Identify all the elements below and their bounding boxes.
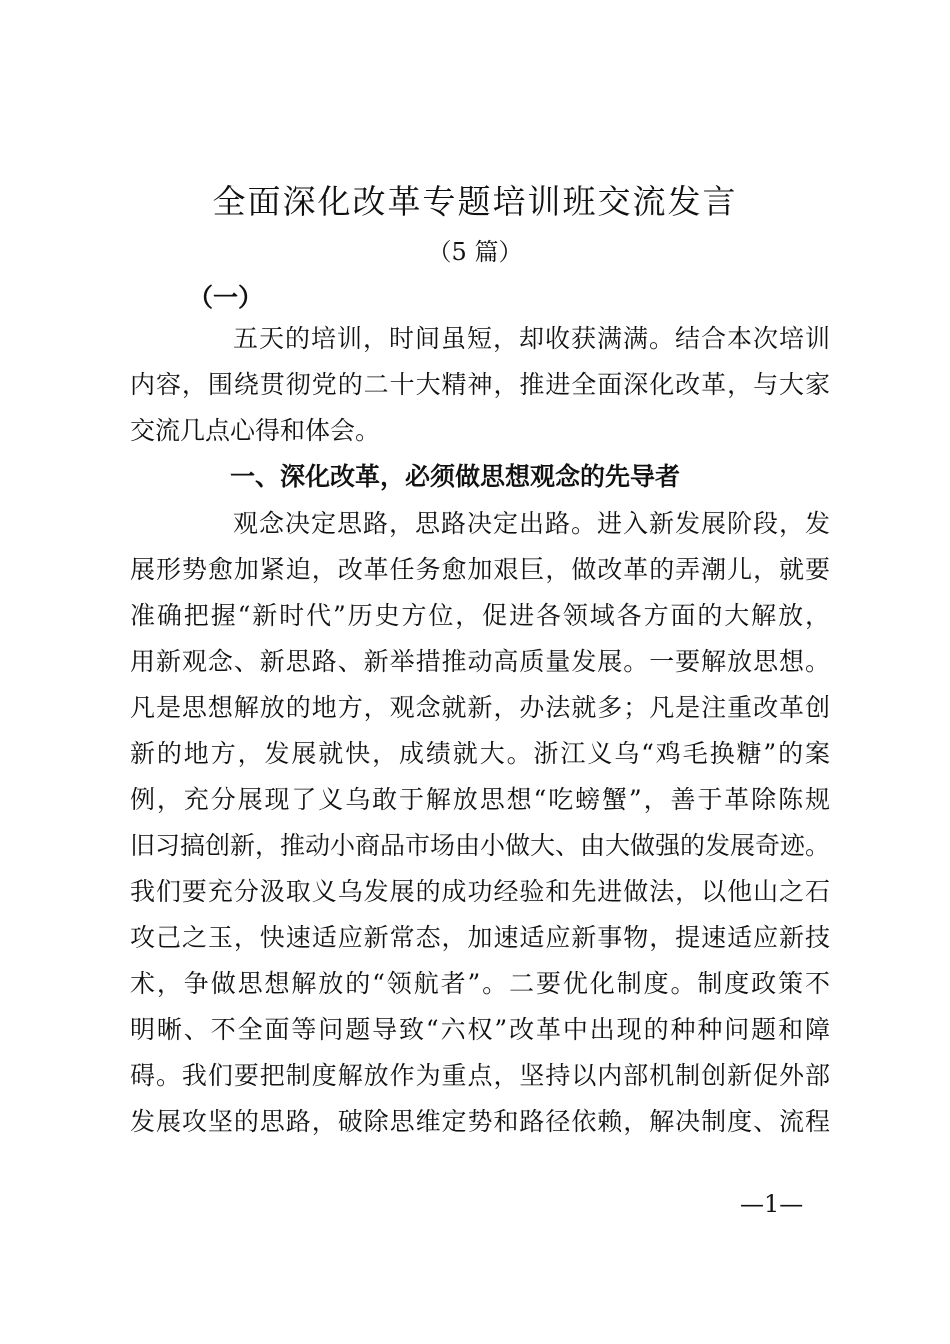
text-line: 五天的培训，时间虽短，却收获满满。结合本次培训 — [233, 324, 830, 353]
text-line: 旧习搞创新，推动小商品市场由小做大、由大做强的发展奇迹。 — [130, 831, 831, 860]
text-line: 展形势愈加紧迫，改革任务愈加艰巨，做改革的弄潮儿，就要 — [130, 555, 830, 584]
text-line: 观念决定思路，思路决定出路。进入新发展阶段，发 — [233, 509, 830, 538]
section-heading: 一、深化改革，必须做思想观念的先导者 — [230, 462, 681, 491]
text-line: 碍。我们要把制度解放作为重点，坚持以内部机制创新促外部 — [130, 1061, 830, 1090]
text-line: 凡是思想解放的地方，观念就新，办法就多；凡是注重改革创 — [130, 693, 830, 722]
page-number: —1— — [740, 1190, 804, 1218]
document-subtitle: （5 篇） — [427, 238, 523, 266]
document-title: 全面深化改革专题培训班交流发言 — [212, 182, 738, 221]
text-line: 发展攻坚的思路，破除思维定势和路径依赖，解决制度、流程 — [130, 1107, 830, 1136]
text-line: 交流几点心得和体会。 — [130, 416, 381, 445]
body-paragraph — [130, 501, 830, 1145]
intro-paragraph — [130, 316, 830, 500]
text-line: 攻己之玉，快速适应新常态，加速适应新事物，提速适应新技 — [130, 923, 830, 952]
text-line: 内容，围绕贯彻党的二十大精神，推进全面深化改革，与大家 — [130, 370, 830, 399]
text-line: 用新观念、新思路、新举措推动高质量发展。一要解放思想。 — [130, 647, 830, 676]
text-line: 术，争做思想解放的“领航者”。二要优化制度。制度政策不 — [130, 969, 830, 998]
text-line: 我们要充分汲取义乌发展的成功经验和先进做法，以他山之石 — [130, 877, 830, 906]
text-line: 准确把握“新时代”历史方位，促进各领域各方面的大解放， — [130, 601, 830, 630]
text-line: 新的地方，发展就快，成绩就大。浙江义乌“鸡毛换糖”的案 — [130, 739, 830, 768]
section-label: （一） — [188, 283, 264, 312]
text-line: 例，充分展现了义乌敢于解放思想“吃螃蟹”，善于革除陈规 — [130, 785, 830, 814]
text-line: 明晰、不全面等问题导致“六权”改革中出现的种种问题和障 — [130, 1015, 830, 1044]
